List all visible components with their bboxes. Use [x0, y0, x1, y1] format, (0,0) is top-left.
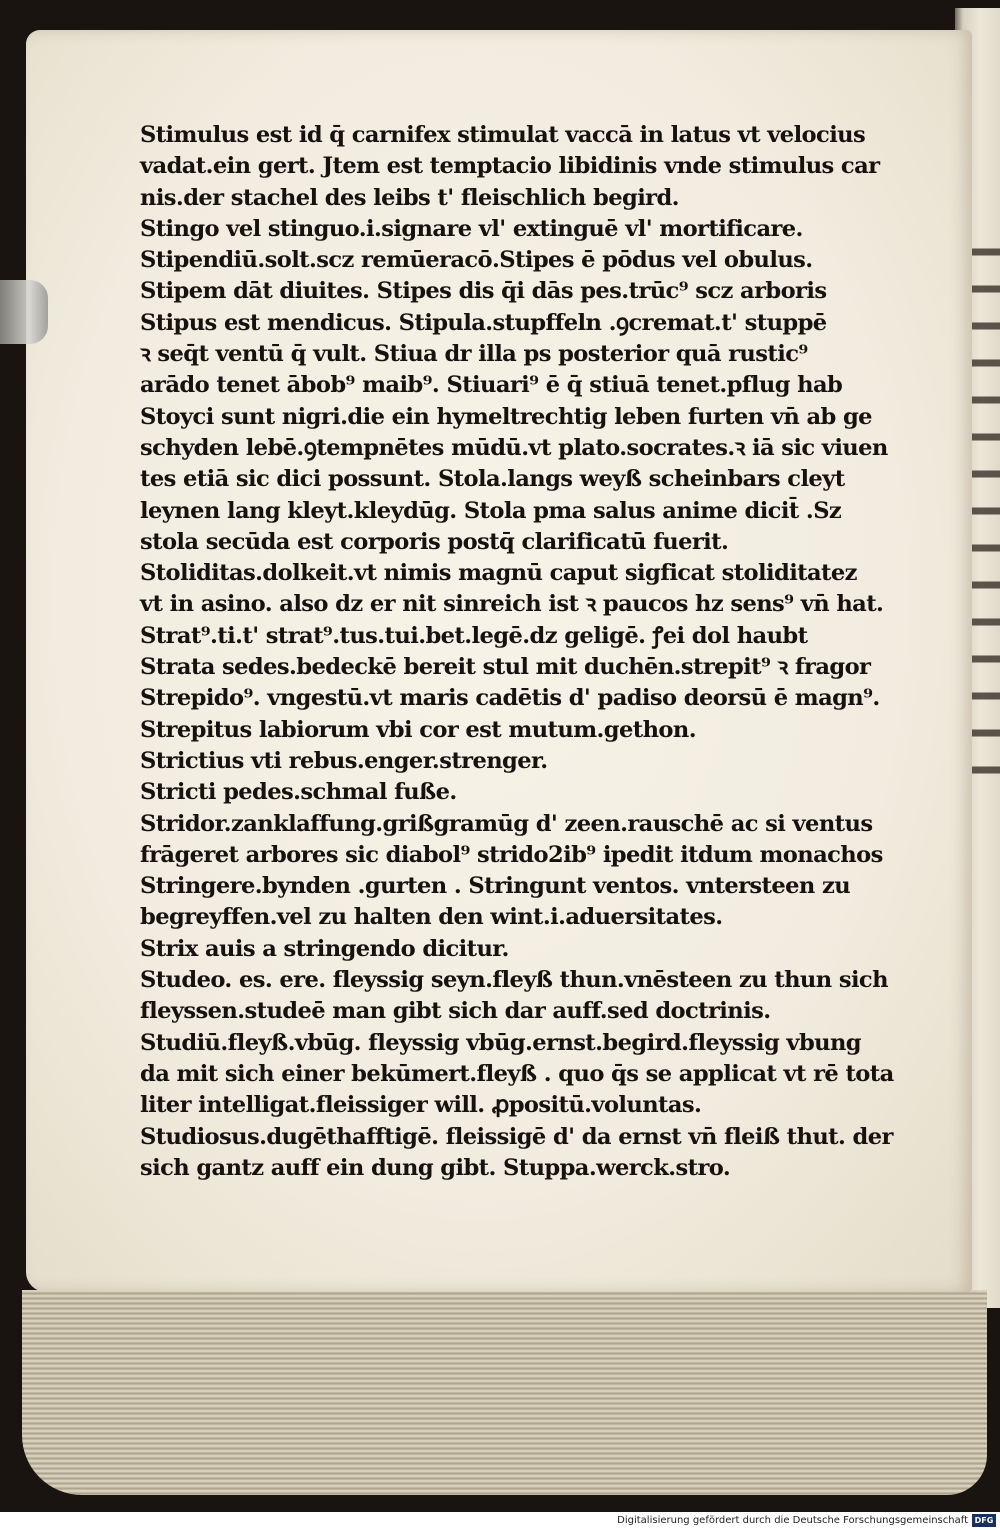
text-line: Stipus est mendicus. Stipula.stupffeln .ꝯcremat.t' stuppē [140, 309, 827, 336]
text-line: Stingo vel stinguo.i.signare vl' extinguē vl' mortificare. [140, 215, 803, 242]
text-line: vadat.ein gert. Jtem est temptacio libidinis vnde stimulus car [140, 153, 880, 180]
text-line: leynen lang kleyt.kleydūg. Stola pma salus anime dicit̄ .Sz [140, 497, 842, 524]
text-line: schyden lebē.ꝯtempnētes mūdū.vt plato.socrates.ꝛ iā sic viuen [140, 434, 888, 461]
text-line: stola secūda est corporis postq̄ clarificatū fuerit. [140, 528, 729, 555]
funding-credit: Digitalisierung gefördert durch die Deutsche Forschungsgemeinschaft [617, 1515, 968, 1526]
text-line: Stipem dāt diuites. Stipes dis q̄i dās pes.trūc⁹ scz arboris [140, 278, 827, 305]
page-stack-edges [22, 1290, 987, 1495]
text-line: Strata sedes.bedeckē bereit stul mit duchēn.strepit⁹ ꝛ fragor [140, 654, 871, 681]
text-line: Stimulus est id q̄ carnifex stimulat vaccā in latus vt velocius [140, 122, 866, 148]
text-line: frāgeret arbores sic diabol⁹ strido2ib⁹ ipedit itdum monachos [140, 841, 883, 868]
text-line: Stricti pedes.schmal fuße. [140, 779, 457, 806]
text-line: Strictius vti rebus.enger.strenger. [140, 747, 548, 774]
text-line: nis.der stachel des leibs t' fleischlich begird. [140, 184, 679, 211]
facing-page-text-fragment [970, 220, 1000, 780]
text-line: arādo tenet ābob⁹ maib⁹. Stiuari⁹ ē q̄ stiuā tenet.pflug hab [140, 372, 843, 399]
text-line: Strix auis a stringendo dicitur. [140, 935, 509, 962]
text-line: Studeo. es. ere. fleyssig seyn.fleyß thun.vnēsteen zu thun sich [140, 967, 888, 994]
text-line: Studiosus.dugēthafftigē. fleissigē d' da ernst vn̄ fleiß thut. der [140, 1123, 893, 1150]
text-line: Stringere.bynden .gurten . Stringunt ventos. vntersteen zu [140, 873, 851, 900]
text-line: Studiū.fleyß.vbūg. fleyssig vbūg.ernst.begird.fleyssig vbung [140, 1029, 862, 1056]
page-text [140, 120, 894, 1184]
text-line: Stoyci sunt nigri.die ein hymeltrechtig leben furten vn̄ ab ge [140, 403, 872, 430]
text-line: ꝛ seq̄t ventū q̄ vult. Stiua dr illa ps posterior quā rustic⁹ [140, 341, 808, 368]
text-line: fleyssen.studeē man gibt sich dar auff.sed doctrinis. [140, 998, 771, 1025]
text-line: tes etiā sic dici possunt. Stola.langs weyß scheinbars cleyt [140, 466, 845, 493]
book-clip [0, 280, 48, 344]
text-line: Stridor.zanklaffung.grißgramūg d' zeen.rauschē ac si ventus [140, 810, 873, 837]
text-line: Stipendiū.solt.scz remūeracō.Stipes ē pōdus vel obulus. [140, 247, 813, 274]
text-line: vt in asino. also dz er nit sinreich ist ꝛ paucos hz sens⁹ vn̄ hat. [140, 591, 884, 618]
text-line: da mit sich einer bekūmert.fleyß . quo q̄s se applicat vt rē tota [140, 1060, 894, 1087]
digitization-footer [0, 1512, 1000, 1530]
dfg-logo: DFG [972, 1514, 996, 1527]
text-line: Strepitus labiorum vbi cor est mutum.gethon. [140, 716, 696, 743]
text-line: begreyffen.vel zu halten den wint.i.aduersitates. [140, 904, 723, 931]
text-line: sich gantz auff ein dung gibt. Stuppa.werck.stro. [140, 1154, 731, 1181]
text-line: Strepido⁹. vngestū.vt maris cadētis d' padiso deorsū ē magn⁹. [140, 685, 880, 712]
text-line: liter intelligat.fleissiger will. ꝓpositū.voluntas. [140, 1092, 702, 1119]
text-line: Strat⁹.ti.t' strat⁹.tus.tui.bet.legē.dz geligē. ꝭei dol haubt [140, 622, 808, 649]
text-line: Stoliditas.dolkeit.vt nimis magnū caput sigficat stoliditatez [140, 560, 857, 587]
